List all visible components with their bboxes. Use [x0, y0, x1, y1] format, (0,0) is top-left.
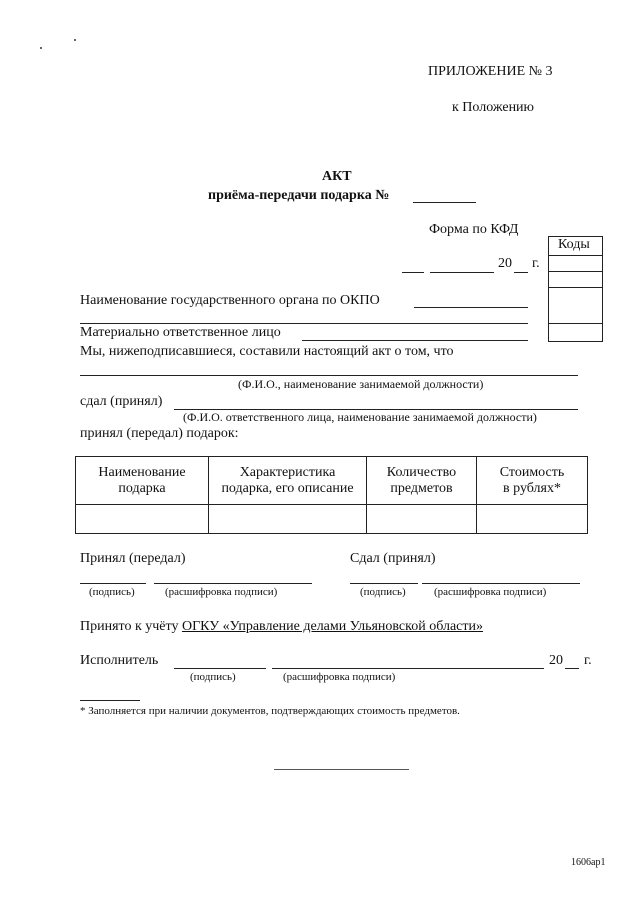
header-gift-description: Характеристика подарка, его описание [209, 457, 367, 505]
accounting-org: ОГКУ «Управление делами Ульяновской области» [181, 619, 484, 634]
executor-label: Исполнитель [80, 653, 159, 668]
codes-label: Коды [558, 237, 590, 252]
handed-signature-label: Сдал (принял) [350, 551, 436, 566]
to-regulation: к Положению [452, 100, 535, 115]
fio-position-hint: (Ф.И.О., наименование занимаемой должности) [238, 377, 484, 391]
cell-gift-name[interactable] [76, 505, 209, 534]
footnote: * Заполняется при наличии документов, подтверждающих стоимость предметов. [80, 705, 460, 717]
handed-label: сдал (принял) [80, 394, 163, 409]
codes-cell[interactable] [549, 323, 602, 324]
codes-cell[interactable] [549, 271, 602, 272]
org-name-label: Наименование государственного органа по ОКПО [80, 293, 380, 308]
codes-cell[interactable] [549, 287, 602, 288]
executor-year-suffix: г. [584, 653, 592, 668]
table-row [76, 505, 588, 534]
accepted-label: Принял (передал) [80, 551, 186, 566]
form-kfd-label: Форма по КФД [429, 222, 519, 237]
header-cost: Стоимость в рублях* [477, 457, 588, 505]
fio-responsible-hint: (Ф.И.О. ответственного лица, наименование занимаемой должности) [183, 410, 537, 424]
handed-decoding-hint: (расшифровка подписи) [434, 586, 547, 598]
org-name-field-2[interactable] [80, 323, 528, 324]
accounting-prefix: Принято к учёту [80, 619, 179, 634]
executor-decoding-field[interactable] [272, 668, 544, 669]
doc-subtitle: приёма-передачи подарка № [208, 188, 390, 203]
bottom-divider [274, 769, 409, 770]
org-name-field[interactable] [414, 307, 528, 308]
executor-signature-hint: (подпись) [190, 671, 236, 683]
date-year-prefix: 20 [498, 256, 512, 271]
executor-year-field[interactable] [565, 668, 579, 669]
executor-year-prefix: 20 [549, 653, 563, 668]
appendix-number: ПРИЛОЖЕНИЕ № 3 [428, 64, 553, 79]
cell-quantity[interactable] [367, 505, 477, 534]
scan-speck [74, 39, 76, 41]
accepted-signature-hint: (подпись) [89, 586, 135, 598]
gift-table [75, 456, 588, 534]
date-day-field[interactable] [402, 272, 424, 273]
accepted-decoding-hint: (расшифровка подписи) [165, 586, 278, 598]
responsible-field[interactable] [302, 340, 528, 341]
accepted-signature-field[interactable] [80, 583, 146, 584]
codes-cell[interactable] [549, 255, 602, 256]
header-quantity: Количество предметов [367, 457, 477, 505]
date-year-field[interactable] [514, 272, 528, 273]
page-code: 1606ар1 [571, 857, 606, 868]
responsible-label: Материально ответственное лицо [80, 325, 281, 340]
received-label: принял (передал) подарок: [80, 426, 239, 441]
header-gift-name: Наименование подарка [76, 457, 209, 505]
cell-cost[interactable] [477, 505, 588, 534]
footnote-separator [80, 700, 140, 701]
handed-signature-field[interactable] [350, 583, 418, 584]
date-month-field[interactable] [430, 272, 494, 273]
executor-decoding-hint: (расшифровка подписи) [283, 671, 396, 683]
handed-decoding-field[interactable] [422, 583, 580, 584]
handed-signature-hint: (подпись) [360, 586, 406, 598]
doc-title: АКТ [322, 169, 352, 184]
fio-position-field[interactable] [80, 375, 578, 376]
date-year-suffix: г. [532, 256, 540, 271]
codes-box [548, 236, 603, 342]
act-number-field[interactable] [413, 202, 476, 203]
accepted-decoding-field[interactable] [154, 583, 312, 584]
we-signed-text: Мы, нижеподписавшиеся, составили настоящий акт о том, что [80, 344, 454, 359]
cell-gift-description[interactable] [209, 505, 367, 534]
accounting-line [80, 619, 483, 635]
scan-speck [40, 47, 42, 49]
table-header-row [76, 457, 588, 505]
executor-signature-field[interactable] [174, 668, 266, 669]
